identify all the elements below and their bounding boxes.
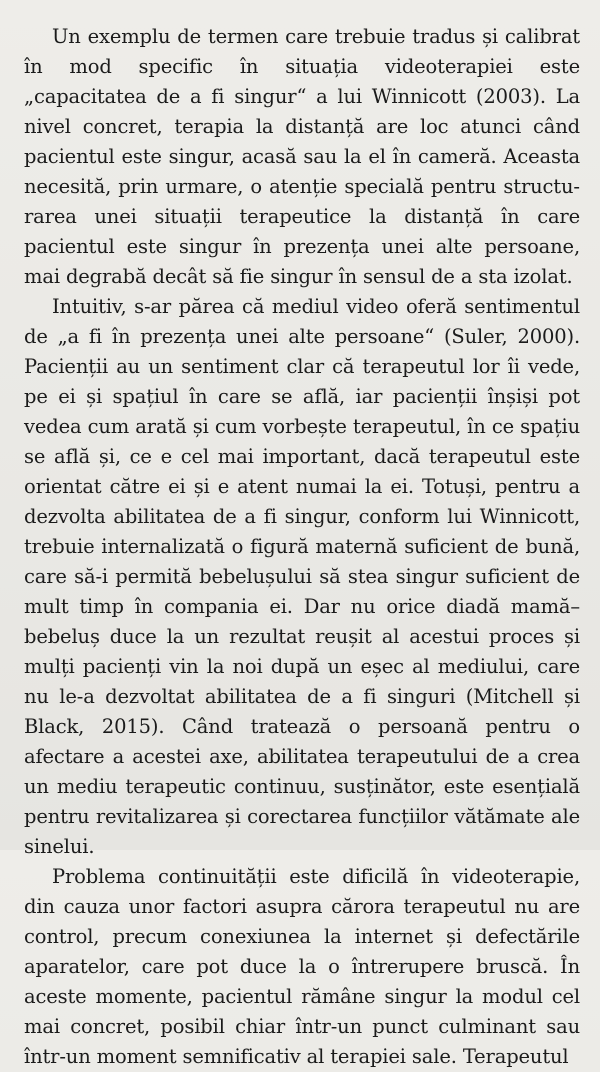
- paragraph-presence-of-another: Intuitiv, s-ar părea că mediul video oferă sentimentul de „a fi în prezența unei alte persoane“ (Suler, 2000). Pacienții au un sentiment clar că terapeutul lor îi vede, pe ei și spațiul în care se află, iar pacienții înșiși pot vedea cum arată și cum vorbește terapeutul, în ce spațiu se află și, ce e cel mai important, dacă terapeutul este orientat către ei și e atent numai la ei. Totuși, pentru a dezvolta abilitatea de a fi singur, conform lui Winnicott, trebuie internalizată o figură maternă suficient de bună, care să-i permită bebelușului să stea singur suficient de mult timp în compania ei. Dar nu orice diadă mamă–bebeluș duce la un rezultat reușit al acestui proces și mulți pacienți vin la noi după un eșec al mediului, care nu le-a dezvoltat abilitatea de a fi singuri (Mitchell și Black, 2015). Când tratează o persoană pentru o afectare a acestei axe, abilitatea terapeutului de a crea un mediu terapeutic continuu, susținător, este esențială pentru revitalizarea și corectarea funcțiilor vătămate ale sinelui.: [24, 295, 580, 858]
- paragraph-continuity-problem: Problema continuității este dificilă în videoterapie, din cauza unor factori asupra cărora terapeutul nu are control, precum conexiunea la internet și defectările aparatelor, care pot duce la o întrerupere bruscă. În aceste momente, pacientul rămâne singur la modul cel mai concret, posibil chiar într-un punct culminant sau într-un moment semnificativ al terapiei sale. Terapeutul: [24, 865, 580, 1068]
- paragraph-capacity-to-be-alone: Un exemplu de termen care trebuie tradus și calibrat în mod specific în situația videoterapiei este „capacitatea de a fi singur“ a lui Winnicott (2003). La nivel concret, terapia la distanță are loc atunci când pacientul este singur, acasă sau la el în cameră. Aceasta necesită, prin urmare, o atenție specială pentru structurarea unei situații terapeutice la distanță în care pacientul este singur în prezența unei alte persoane, mai degrabă decât să fie singur în sensul de a sta izolat.: [24, 25, 580, 288]
